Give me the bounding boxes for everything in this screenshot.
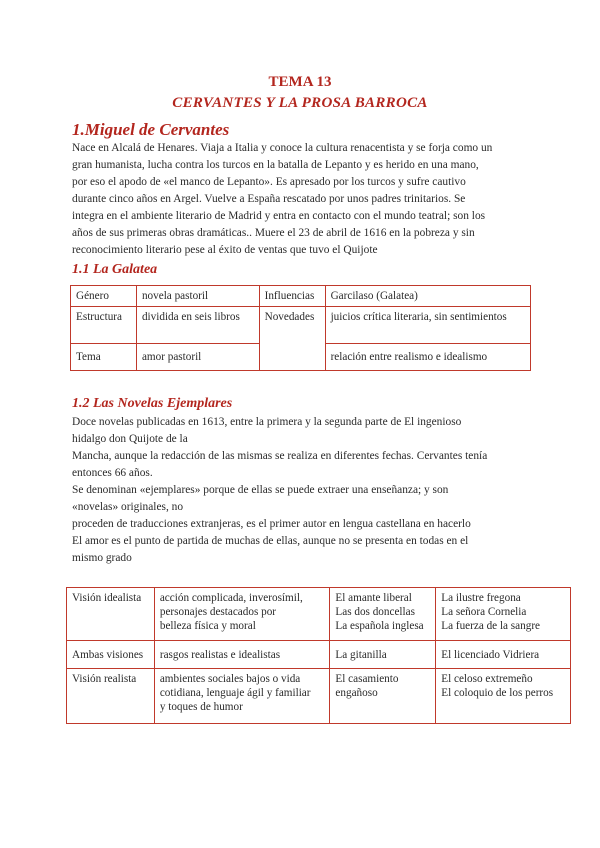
cell-line: cotidiana, lenguaje ágil y familiar <box>159 687 311 699</box>
text-line: Mancha, aunque la redacción de las mismas se realiza en diferentes fechas. Cervantes tenía <box>72 450 488 462</box>
table-cell <box>154 669 330 724</box>
cell-line: belleza física y moral <box>159 620 256 632</box>
cell-line: La ilustre fregona <box>441 592 521 604</box>
table-cell: novela pastoril <box>136 286 259 307</box>
table-cell <box>330 669 436 724</box>
text-line: Se denominan «ejemplares» porque de ellas se puede extraer una enseñanza; y son <box>72 484 449 496</box>
table-cell: El licenciado Vidriera <box>436 641 571 669</box>
cell-line: El amante liberal <box>335 592 412 604</box>
visiones-table <box>66 587 571 724</box>
table-cell: Estructura <box>71 307 137 344</box>
table-cell: Visión realista <box>67 669 155 724</box>
page-subtitle: CERVANTES Y LA PROSA BARROCA <box>172 95 428 111</box>
table-cell: La gitanilla <box>330 641 436 669</box>
table-cell: Género <box>71 286 137 307</box>
text-line: hidalgo don Quijote de la <box>72 433 188 445</box>
table-row <box>67 641 571 669</box>
table-cell: Garcilaso (Galatea) <box>325 286 530 307</box>
text-line: Doce novelas publicadas en 1613, entre la primera y la segunda parte de El ingenioso <box>72 416 462 428</box>
cell-line: Las dos doncellas <box>335 606 415 618</box>
cell-line: El casamiento <box>335 673 399 685</box>
page-title: TEMA 13 <box>268 74 332 90</box>
table-row <box>71 286 531 307</box>
text-line: durante cinco años en Argel. Vuelve a España rescatado por unos padres trinitarios. Se <box>72 193 466 205</box>
text-line: entonces 66 años. <box>72 467 153 479</box>
table-cell <box>154 588 330 641</box>
table-cell: Influencias <box>259 286 325 307</box>
text-line: «novelas» originales, no <box>72 501 184 513</box>
table-row <box>67 669 571 724</box>
cell-line: La española inglesa <box>335 620 424 632</box>
table-cell <box>436 588 571 641</box>
table-cell: relación entre realismo e idealismo <box>325 344 530 371</box>
text-line: por eso el apodo de «el manco de Lepanto». Es apresado por los turcos y sufre cautivo <box>72 176 466 188</box>
cell-line: acción complicada, inverosímil, <box>159 592 303 604</box>
text-line: reconocimiento literario pese al éxito de ventas que tuvo el Quijote <box>72 244 378 256</box>
text-line: años de sus primeras obras dramáticas.. Muere el 23 de abril de 1616 en la pobreza y sin <box>72 227 475 239</box>
table-cell: Visión idealista <box>67 588 155 641</box>
table-row <box>67 588 571 641</box>
text-line: proceden de traducciones extranjeras, es el primer autor en lengua castellana en hacerlo <box>72 518 471 530</box>
cell-line: ambientes sociales bajos o vida <box>159 673 301 685</box>
cell-line: El celoso extremeño <box>441 673 533 685</box>
table-cell: Novedades <box>259 307 325 371</box>
text-line: El amor es el punto de partida de muchas de ellas, aunque no se presenta en todas en el <box>72 535 469 547</box>
table-cell: juicios crítica literaria, sin sentimientos <box>325 307 530 344</box>
text-line: Nace en Alcalá de Henares. Viaja a Italia y conoce la cultura renacentista y se forja como un <box>72 142 493 154</box>
table-cell <box>436 669 571 724</box>
cell-line: La señora Cornelia <box>441 606 527 618</box>
galatea-table <box>70 285 531 371</box>
text-line: integra en el ambiente literario de Madrid y entra en contacto con el mundo teatral; son los <box>72 210 486 222</box>
table-row <box>71 307 531 344</box>
cell-line: y toques de humor <box>159 701 243 713</box>
table-cell: Tema <box>71 344 137 371</box>
cell-line: La fuerza de la sangre <box>441 620 541 632</box>
section-heading-cervantes: 1.Miguel de Cervantes <box>72 120 230 139</box>
cell-line: personajes destacados por <box>159 606 277 618</box>
novelas-paragraph <box>72 414 542 567</box>
table-cell: Ambas visiones <box>67 641 155 669</box>
section-heading-galatea: 1.1 La Galatea <box>72 262 158 277</box>
cell-line: El coloquio de los perros <box>441 687 554 699</box>
cell-line: engañoso <box>335 687 378 699</box>
table-cell: dividida en seis libros <box>136 307 259 344</box>
text-line: mismo grado <box>72 552 132 564</box>
table-cell <box>330 588 436 641</box>
table-cell: rasgos realistas e idealistas <box>154 641 330 669</box>
text-line: gran humanista, lucha contra los turcos en la batalla de Lepanto y es herido en una mano, <box>72 159 479 171</box>
section-heading-novelas: 1.2 Las Novelas Ejemplares <box>72 396 233 411</box>
biography-paragraph <box>72 140 542 259</box>
table-cell: amor pastoril <box>136 344 259 371</box>
